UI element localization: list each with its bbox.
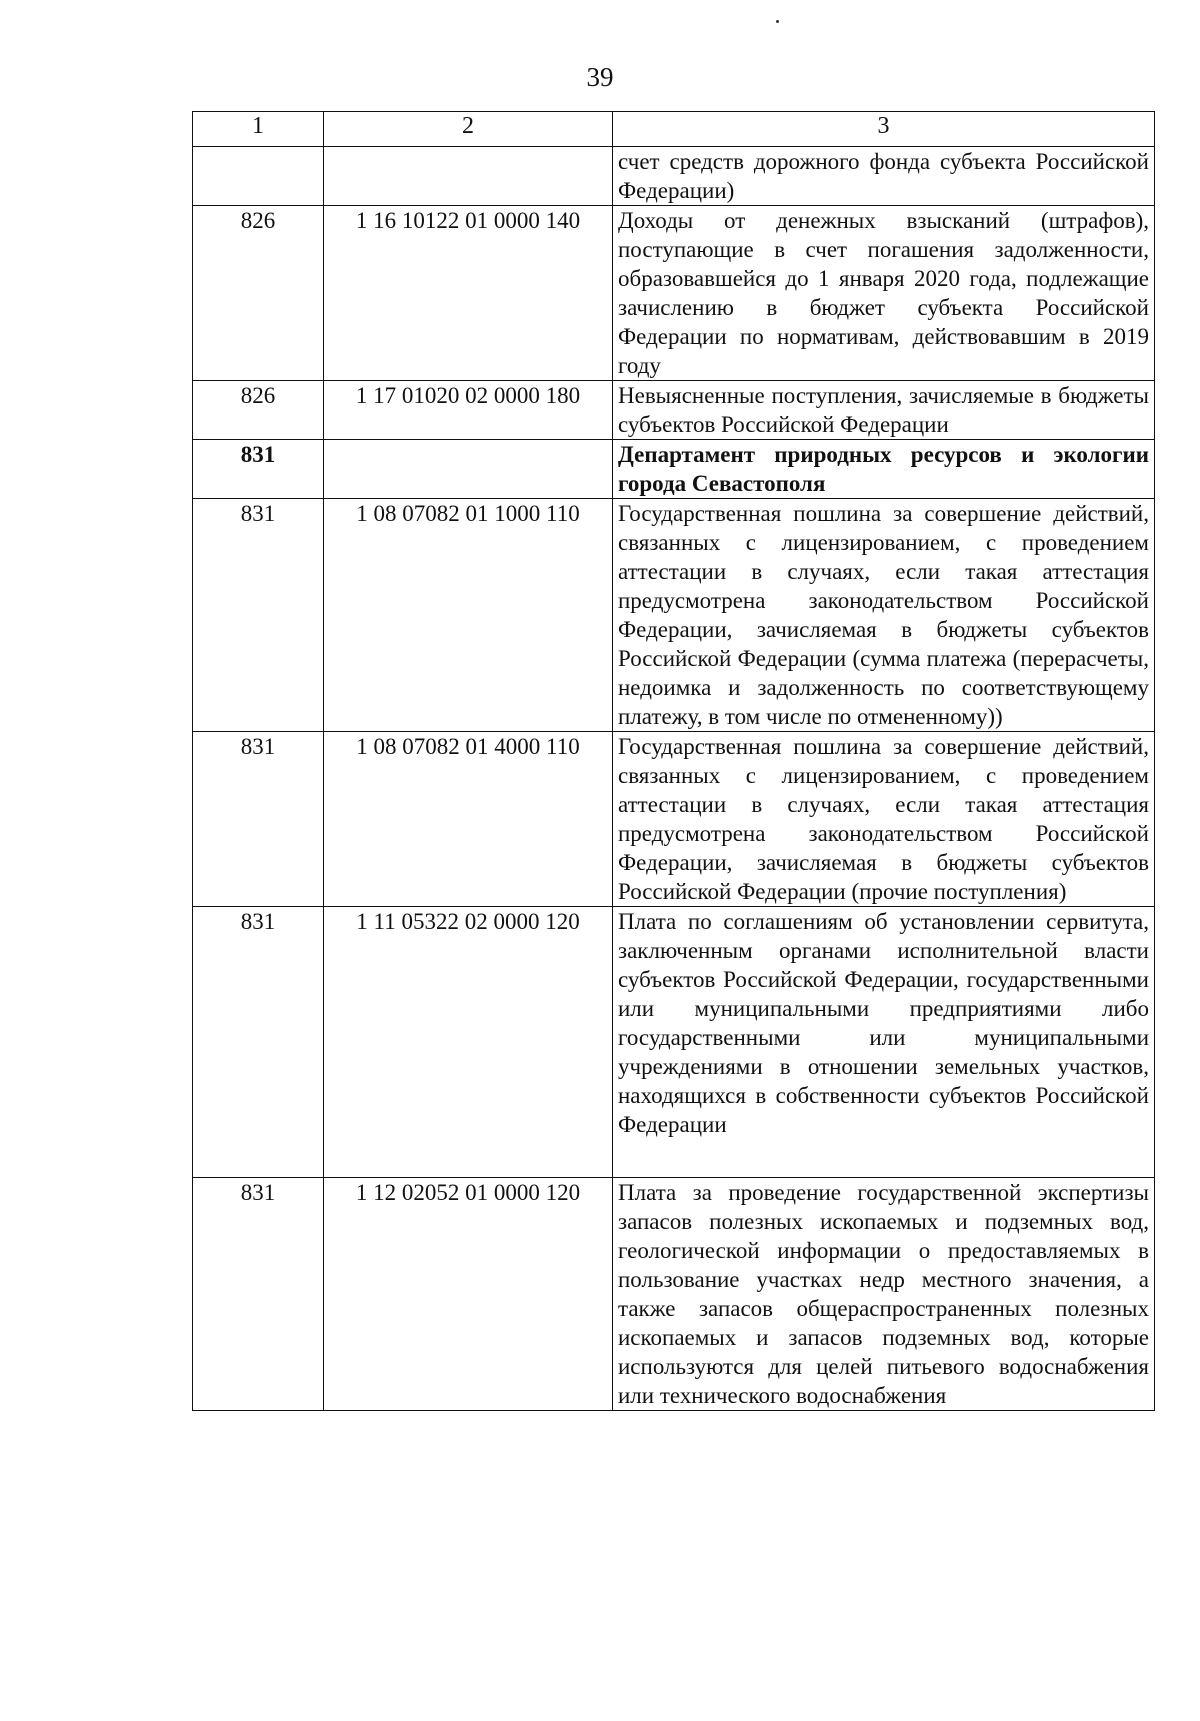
page-number: 39 (586, 62, 614, 92)
table-header-row (193, 112, 1155, 147)
column-header-1: 1 (193, 112, 324, 147)
description-cell: Доходы от денежных взысканий (штрафов), поступающие в счет погашения задолженности, образовавшейся до 1 января 2020 года, подлежащие зачислению в бюджет субъекта Российской Федерации по нормативам, действовавшим в 2019 году (613, 206, 1155, 381)
description-cell: Департамент природных ресурсов и экологии города Севастополя (613, 440, 1155, 499)
admin-code-cell: 831 (193, 907, 324, 1178)
table-row (193, 907, 1155, 1178)
admin-code-cell: 826 (193, 206, 324, 381)
description-cell: Плата за проведение государственной экспертизы запасов полезных ископаемых и подземных вод, геологической информации о предоставляемых в пользование участках недр местного значения, а также запасов общераспространенных полезных ископаемых и запасов подземных вод, которые используются для целей питьевого водоснабжения или технического водоснабжения (613, 1178, 1155, 1411)
budget-code-cell: 1 16 10122 01 0000 140 (324, 206, 613, 381)
budget-code-cell (324, 147, 613, 206)
description-cell: Государственная пошлина за совершение действий, связанных с лицензированием, с проведением аттестации в случаях, если такая аттестация предусмотрена законодательством Российской Федерации, зачисляемая в бюджеты субъектов Российской Федерации (прочие поступления) (613, 732, 1155, 907)
budget-code-cell: 1 08 07082 01 4000 110 (324, 732, 613, 907)
budget-code-cell: 1 12 02052 01 0000 120 (324, 1178, 613, 1411)
column-header-2: 2 (324, 112, 613, 147)
admin-code-cell: 831 (193, 732, 324, 907)
table-row (193, 732, 1155, 907)
budget-code-cell: 1 11 05322 02 0000 120 (324, 907, 613, 1178)
description-cell: Плата по соглашениям об установлении сервитута, заключенным органами исполнительной власти субъектов Российской Федерации, государственными или муниципальными предприятиями либо государственными или муниципальными учреждениями в отношении земельных участков, находящихся в собственности субъектов Российской Федерации (613, 907, 1155, 1178)
admin-code-cell: 831 (193, 499, 324, 732)
budget-code-cell: 1 17 01020 02 0000 180 (324, 381, 613, 440)
table-row (193, 1178, 1155, 1411)
admin-code-cell: 826 (193, 381, 324, 440)
revenue-codes-table (192, 111, 1155, 1411)
column-header-3: 3 (613, 112, 1155, 147)
budget-code-cell: 1 08 07082 01 1000 110 (324, 499, 613, 732)
table-body (193, 147, 1155, 1411)
table-row (193, 147, 1155, 206)
table-row (193, 499, 1155, 732)
table-row (193, 440, 1155, 499)
scan-artifact-dot (776, 20, 779, 23)
description-cell: Государственная пошлина за совершение действий, связанных с лицензированием, с проведением аттестации в случаях, если такая аттестация предусмотрена законодательством Российской Федерации, зачисляемая в бюджеты субъектов Российской Федерации (сумма платежа (перерасчеты, недоимка и задолженность по соответствующему платежу, в том числе по отмененному)) (613, 499, 1155, 732)
budget-code-cell (324, 440, 613, 499)
table-row (193, 206, 1155, 381)
admin-code-cell (193, 147, 324, 206)
table-row (193, 381, 1155, 440)
description-cell: Невыясненные поступления, зачисляемые в бюджеты субъектов Российской Федерации (613, 381, 1155, 440)
admin-code-cell: 831 (193, 1178, 324, 1411)
admin-code-cell: 831 (193, 440, 324, 499)
description-cell: счет средств дорожного фонда субъекта Российской Федерации) (613, 147, 1155, 206)
